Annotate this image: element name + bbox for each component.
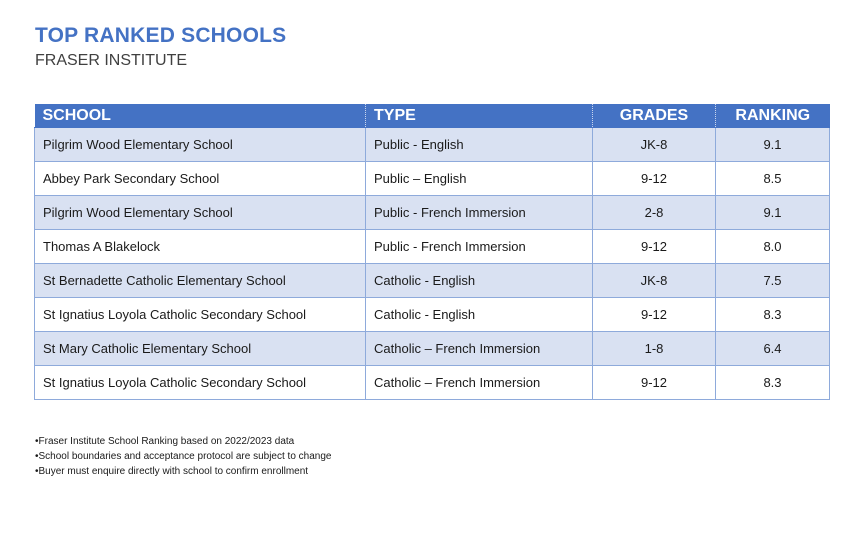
cell-school: Thomas A Blakelock	[35, 230, 366, 264]
cell-school: St Ignatius Loyola Catholic Secondary School	[35, 366, 366, 400]
page-subtitle: FRASER INSTITUTE	[35, 52, 188, 69]
cell-school: St Ignatius Loyola Catholic Secondary School	[35, 298, 366, 332]
table-body	[35, 128, 830, 400]
table-row	[35, 128, 830, 162]
table-row	[35, 196, 830, 230]
cell-type: Catholic – French Immersion	[366, 332, 593, 366]
column-header-school: SCHOOL	[35, 104, 366, 128]
table-row	[35, 366, 830, 400]
cell-ranking: 8.3	[716, 366, 830, 400]
cell-grades: JK-8	[593, 264, 716, 298]
cell-type: Public – English	[366, 162, 593, 196]
cell-grades: 9-12	[593, 298, 716, 332]
table-row	[35, 264, 830, 298]
table-row	[35, 298, 830, 332]
table-header	[35, 104, 830, 128]
cell-ranking: 8.0	[716, 230, 830, 264]
schools-table	[34, 104, 830, 400]
cell-ranking: 9.1	[716, 196, 830, 230]
table-row	[35, 332, 830, 366]
table-header-row	[35, 104, 830, 128]
cell-ranking: 9.1	[716, 128, 830, 162]
cell-grades: 1-8	[593, 332, 716, 366]
cell-grades: 9-12	[593, 230, 716, 264]
cell-ranking: 6.4	[716, 332, 830, 366]
cell-type: Catholic - English	[366, 298, 593, 332]
cell-type: Public - English	[366, 128, 593, 162]
cell-school: St Bernadette Catholic Elementary School	[35, 264, 366, 298]
column-header-type: TYPE	[366, 104, 593, 128]
cell-type: Public - French Immersion	[366, 196, 593, 230]
table-row	[35, 230, 830, 264]
footnote: •School boundaries and acceptance protocol are subject to change	[35, 451, 332, 462]
cell-grades: 9-12	[593, 162, 716, 196]
cell-ranking: 8.5	[716, 162, 830, 196]
cell-grades: JK-8	[593, 128, 716, 162]
cell-school: Pilgrim Wood Elementary School	[35, 128, 366, 162]
footnotes	[35, 434, 331, 479]
cell-school: Pilgrim Wood Elementary School	[35, 196, 366, 230]
cell-grades: 9-12	[593, 366, 716, 400]
column-header-ranking: RANKING	[716, 104, 830, 128]
column-header-grades: GRADES	[593, 104, 716, 128]
cell-ranking: 8.3	[716, 298, 830, 332]
cell-grades: 2-8	[593, 196, 716, 230]
table-row	[35, 162, 830, 196]
footnote: •Buyer must enquire directly with school to confirm enrollment	[35, 466, 309, 477]
page-title: TOP RANKED SCHOOLS	[35, 24, 287, 47]
cell-school: Abbey Park Secondary School	[35, 162, 366, 196]
cell-type: Catholic - English	[366, 264, 593, 298]
footnote: •Fraser Institute School Ranking based on 2022/2023 data	[35, 436, 295, 447]
cell-type: Catholic – French Immersion	[366, 366, 593, 400]
cell-school: St Mary Catholic Elementary School	[35, 332, 366, 366]
cell-ranking: 7.5	[716, 264, 830, 298]
cell-type: Public - French Immersion	[366, 230, 593, 264]
